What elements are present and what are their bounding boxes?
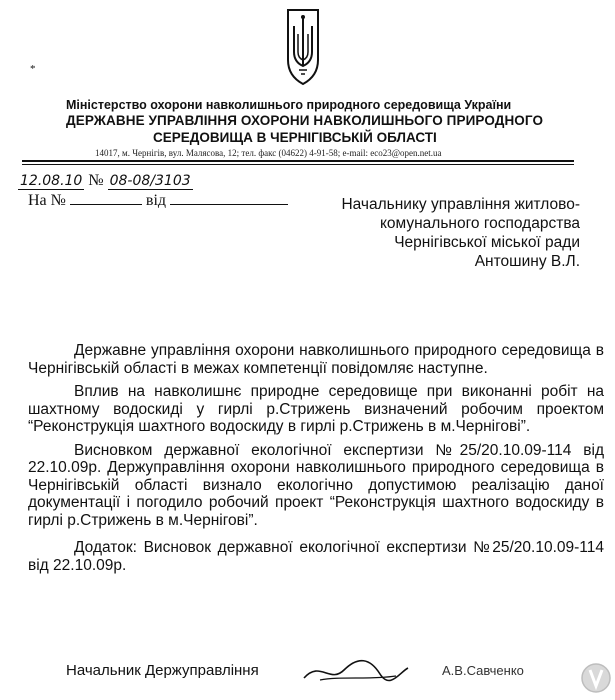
addressee-line: Чернігівської міської ради — [394, 234, 580, 251]
body-paragraph: Вплив на навколишнє природне середовище при виконанні робіт на шахтному водоскиді у гирлі р.Стрижень визначений робочим проектом “Реконструкція шахтного водоскиду в гирлі р.Стрижень в м.Чернігові”. — [28, 383, 604, 435]
header-rule-thin — [22, 164, 574, 165]
addressee-line: Антошину В.Л. — [474, 253, 580, 270]
header-rule — [22, 160, 574, 162]
reply-prefix: На № — [28, 192, 66, 209]
signatory-title: Начальник Держуправління — [66, 662, 259, 679]
agency-address: 14017, м. Чернігів, вул. Малясова, 12; тел. факс (04622) 4-91-58; e-mail: eco23@open.net.ua — [95, 148, 442, 158]
ministry-name: Міністерство охорони навколишнього природного середовища України — [66, 98, 512, 112]
agency-name-line2: СЕРЕДОВИЩА В ЧЕРНІГІВСЬКІЙ ОБЛАСТІ — [153, 130, 437, 145]
number-label: № — [88, 172, 104, 189]
letter-number: 08-08/3103 — [109, 173, 191, 189]
reply-number-blank — [70, 190, 142, 205]
body-paragraph: Висновком державної екологічної експертизи №25/20.10.09-114 від 22.10.09р. Держуправління охорони навколишнього природного середовища в Чернігівській області визнало екологічно допустимою реалізацію даної документації і погодило робочий проект “Реконструкція шахтного водоскиду в гирлі р.Стрижень в м.Чернігові”. — [28, 441, 604, 529]
reply-date-blank — [170, 190, 288, 205]
reply-from-label: від — [145, 192, 167, 209]
attachment-note: Додаток: Висновок державної екологічної експертизи №25/20.10.09-114 від 22.10.09р. — [28, 539, 604, 574]
reply-reference — [28, 190, 288, 210]
letter-date: 12.08.10 — [20, 173, 83, 189]
addressee-line: комунального господарства — [379, 215, 580, 232]
watermark-logo-icon — [580, 660, 612, 696]
body-paragraph: Державне управління охорони навколишнього природного середовища в Чернігівській області в межах компетенції повідомляє наступне. — [28, 342, 604, 377]
signatory-name: А.В.Савченко — [442, 663, 524, 678]
corner-mark: * — [30, 63, 36, 75]
addressee-block — [300, 195, 580, 271]
addressee-line: Начальнику управління житлово- — [341, 196, 580, 213]
coat-of-arms-icon — [286, 8, 320, 86]
letter-body — [28, 342, 604, 580]
outgoing-registration — [18, 172, 193, 190]
handwritten-signature — [300, 650, 410, 690]
agency-name-line1: ДЕРЖАВНЕ УПРАВЛІННЯ ОХОРОНИ НАВКОЛИШНЬОГО ПРИРОДНОГО — [66, 113, 544, 128]
